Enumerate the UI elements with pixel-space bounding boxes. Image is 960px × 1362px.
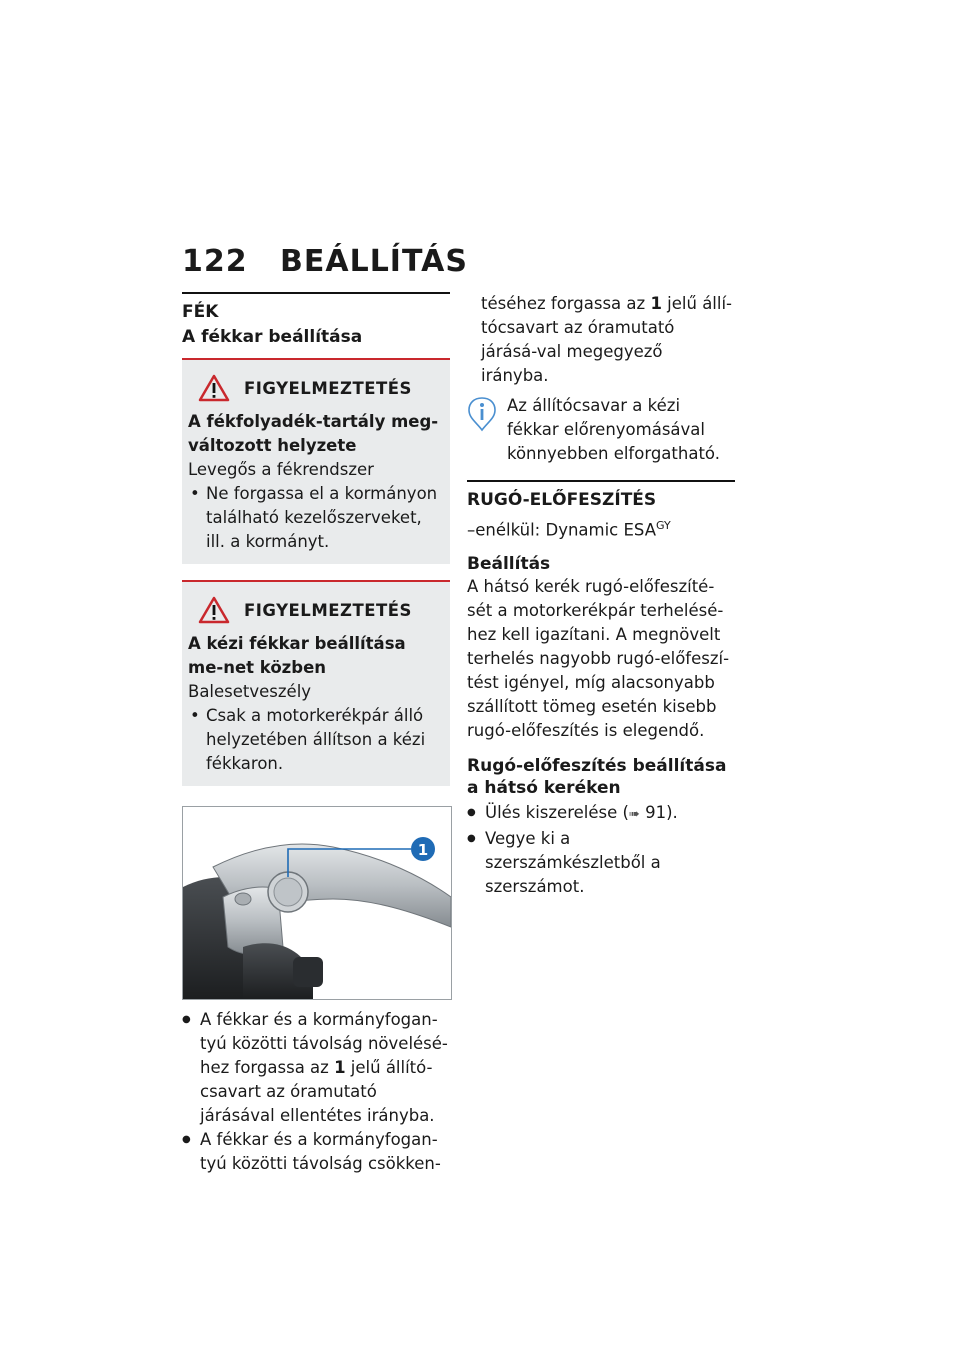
subsection-title: A fékkar beállítása: [182, 327, 363, 347]
left-column: [182, 292, 450, 1176]
warning-actions: [188, 704, 444, 776]
figure-callout-1: 1: [417, 841, 429, 859]
spacer: [467, 466, 735, 480]
warning-title: FIGYELMEZTETÉS: [244, 600, 412, 620]
continued-text: [467, 292, 735, 388]
warning-actions: [188, 482, 444, 554]
list-item: [182, 1008, 450, 1128]
step-text: jelű állí-tócsavart az óramutató járásá-val megegyező irányba.: [481, 294, 733, 385]
step-text: ).: [666, 802, 678, 822]
section-rule: [467, 480, 735, 482]
variant-text: –enélkül: Dynamic ESA: [467, 520, 656, 540]
step-text: A fékkar és a kormányfogan-tyú közötti távolság növelésé-hez forgassa az: [200, 1010, 448, 1077]
warning-triangle-icon: [198, 374, 230, 402]
right-column: [467, 292, 735, 899]
procedure-steps: [467, 801, 735, 899]
warning-title: FIGYELMEZTETÉS: [244, 378, 412, 398]
spacer: [182, 564, 450, 580]
procedure-steps: [182, 1008, 450, 1176]
warning-box-1: [182, 360, 450, 564]
procedure-title: Rugó-előfeszítés beállítása a hátsó keréken: [467, 755, 727, 798]
list-item: [467, 801, 735, 827]
warning-box-2: [182, 582, 450, 786]
info-icon: [467, 396, 497, 432]
warning-hazard: A fékfolyadék-tartály meg-változott helyzete: [188, 412, 439, 455]
settings-title: Beállítás: [467, 553, 551, 574]
page-header: [182, 244, 468, 279]
settings-text: A hátsó kerék rugó-előfeszíté-sét a motorkerékpár terhelésé-hez kell igazítani. A megnövelt terhelés nagyobb rugó-előfeszí-tést igényel, míg alacsonyabb szállított tömeg esetén kisebb rugó-előfeszítés is elegendő.: [467, 576, 730, 740]
list-item: ● A fékkar és a kormányfogan-tyú közötti távolság csökken-: [182, 1128, 450, 1176]
info-note: [467, 394, 735, 466]
step-text: Ülés kiszerelése (: [485, 802, 629, 822]
page-ref-arrow-icon: ➠: [628, 806, 640, 822]
step-text: jelű állító-csavart az óramutató járásával ellentétes irányba.: [200, 1058, 435, 1125]
warning-hazard: A kézi fékkar beállítása me-net közben: [188, 634, 406, 677]
section-title: RUGÓ-ELŐFESZÍTÉS: [467, 490, 657, 510]
info-text: Az állítócsavar a kézi fékkar előrenyomásával könnyebben elforgatható.: [507, 396, 720, 463]
brake-lever-illustration: [183, 807, 451, 999]
callout-ref: 1: [650, 294, 662, 313]
variant-note: [467, 514, 735, 543]
variant-code: GY: [656, 519, 671, 532]
page-ref[interactable]: 91: [645, 802, 667, 822]
section-title: FÉK: [182, 302, 219, 322]
warning-header: [198, 596, 444, 624]
list-item: ● Vegye ki a szerszámkészletből a szerszámot.: [467, 827, 735, 899]
page-title: BEÁLLÍTÁS: [280, 244, 468, 279]
warning-triangle-icon: [198, 596, 230, 624]
step-text: téséhez forgassa az: [481, 294, 651, 313]
list-item: • Ne forgassa el a kormányon található kezelőszerveket, ill. a kormányt.: [188, 482, 444, 554]
warning-consequence: Levegős a fékrendszer: [188, 460, 374, 479]
page-number: 122: [182, 244, 248, 279]
section-rule: [182, 292, 450, 294]
brake-lever-figure: [182, 806, 452, 1000]
callout-ref: 1: [334, 1058, 346, 1077]
warning-header: [198, 374, 444, 402]
list-item: • Csak a motorkerékpár álló helyzetében állítson a kézi fékkaron.: [188, 704, 444, 776]
warning-consequence: Balesetveszély: [188, 682, 312, 701]
